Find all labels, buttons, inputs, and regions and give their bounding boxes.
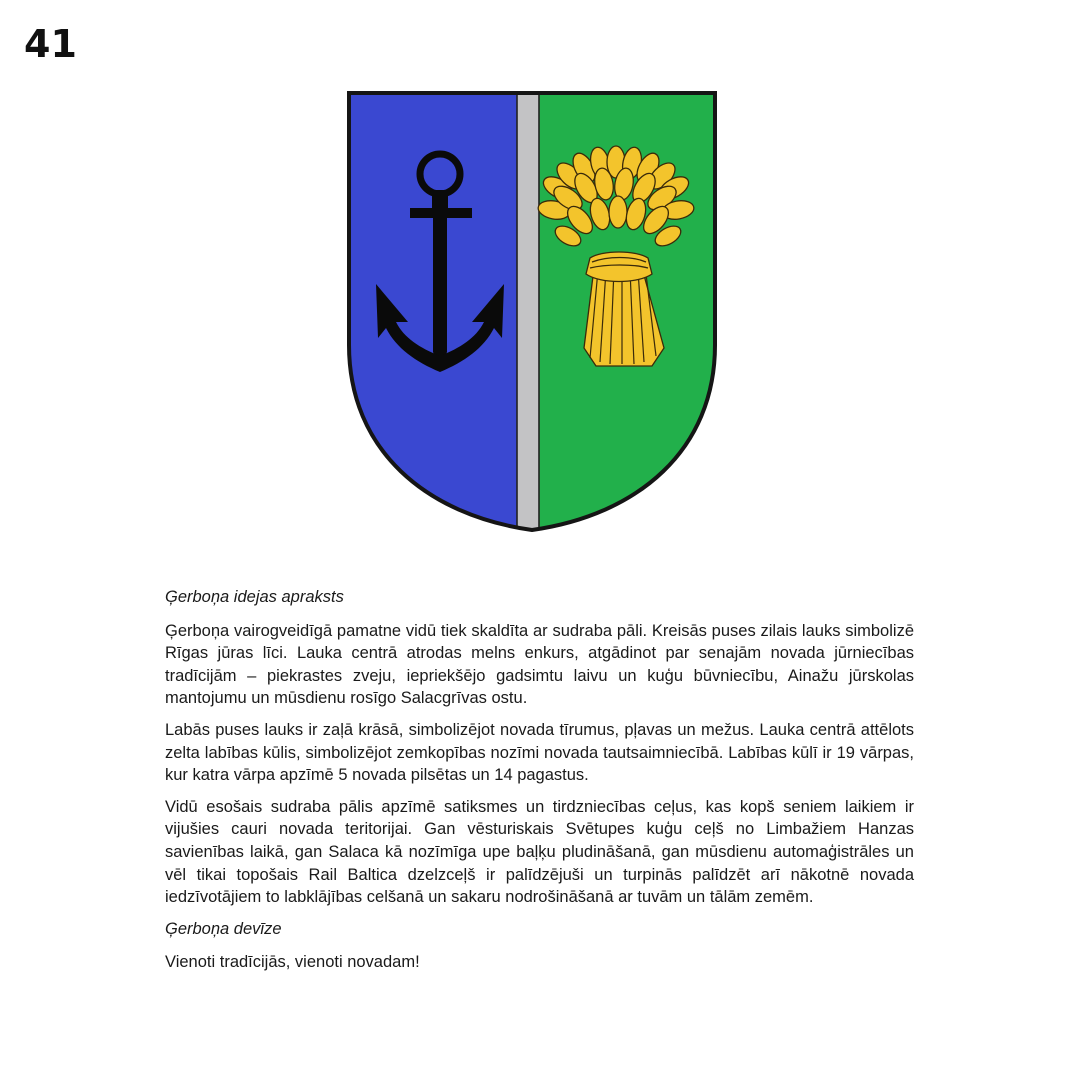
coat-description <box>165 586 914 974</box>
description-paragraph: Labās puses lauks ir zaļā krāsā, simbolizējot novada tīrumus, pļavas un mežus. Lauka centrā attēlots zelta labības kūlis, simbolizējot zemkopības nozīmi novada tautsaimniecībā. Labības kūlī ir 19 vārpas, kur katra vārpa apzīmē 5 novada pilsētas un 14 pagastus. <box>165 720 914 785</box>
coat-of-arms <box>346 90 718 534</box>
description-heading: Ģerboņa idejas apraksts <box>165 588 344 606</box>
description-paragraph: Vidū esošais sudraba pālis apzīmē satiksmes un tirdzniecības ceļus, kas kopš seniem laikiem ir vijušies cauri novada teritorijai. Gan vēsturiskais Svētupes kuģu ceļš no Limbažiem Hanzas savienības laikā, gan Salaca kā nozīmīga upe baļķu pludināšanā, gan mūsdienu automaģistrāles un vēl tikai topošais Rail Baltica dzelzceļš ir palīdzējuši un turpinās palīdzēt arī nākotnē novada iedzīvotājiem to labklājības celšanā un sakaru nodrošināšanā ar tuvām un tālām zemēm. <box>165 797 914 907</box>
motto-heading: Ģerboņa devīze <box>165 919 282 938</box>
description-paragraph: Ģerboņa vairogveidīgā pamatne vidū tiek skaldīta ar sudraba pāli. Kreisās puses zilais lauks simbolizē Rīgas jūras līci. Lauka centrā atrodas melns enkurs, atgādinot par senajām novada jūrniecības tradīcijām – piekrastes zveju, iepriekšējo gadsimtu laivu un kuģu būvniecību, Ainažu jūrskolas mantojumu un mūsdienu rosīgo Salacgrīvas ostu. <box>165 621 914 708</box>
page-number: 41 <box>24 22 77 66</box>
silver-pale <box>517 90 539 534</box>
motto-text: Vienoti tradīcijās, vienoti novadam! <box>165 953 420 972</box>
